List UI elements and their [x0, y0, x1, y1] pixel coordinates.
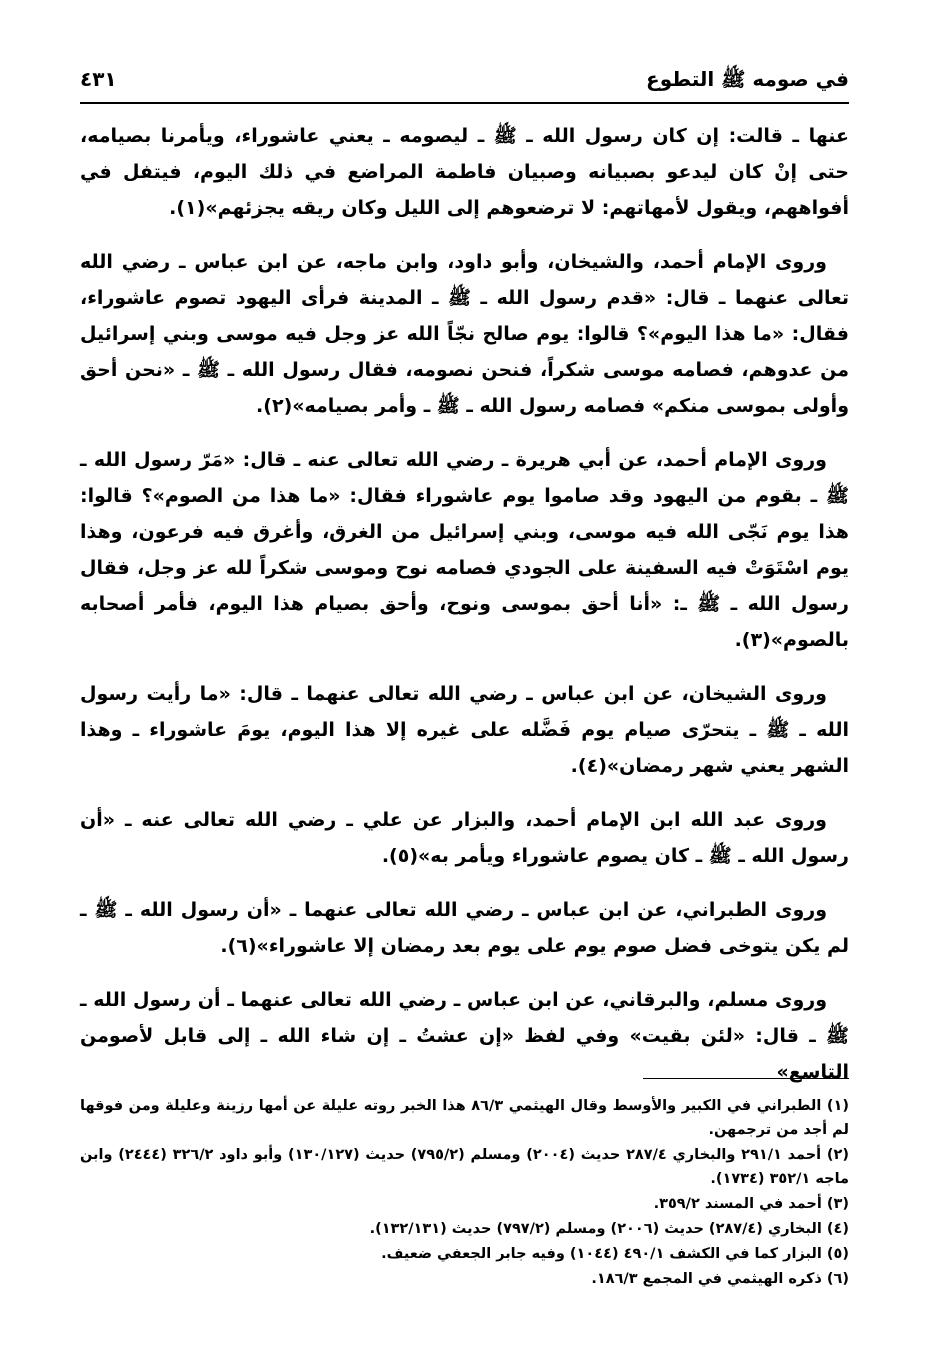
- paragraph: وروى الشيخان، عن ابن عباس ـ رضي الله تعالى عنهما ـ قال: «ما رأيت رسول الله ـ ﷺ ـ يتحرّى صيام يوم فَضَّله على غيره إلا هذا اليوم، يومَ عاشوراء ـ وهذا الشهر يعني شهر رمضان»(٤).: [80, 683, 849, 777]
- running-title: في صومه ﷺ التطوع: [646, 67, 849, 91]
- footnote: (١) الطبراني في الكبير والأوسط وقال الهيثمي ٨٦/٣ هذا الخبر روته عليلة عن أمها رزينة وعليلة ومن فوقها لم أجد من ترجمهن.: [80, 1098, 849, 1138]
- paragraph: وروى الإمام أحمد، والشيخان، وأبو داود، وابن ماجه، عن ابن عباس ـ رضي الله تعالى عنهما ـ قال: «قدم رسول الله ـ ﷺ ـ المدينة فرأى اليهود تصوم عاشوراء، فقال: «ما هذا اليوم»؟ قالوا: يوم صالح نجّاً الله عز وجل فيه موسى وبني إسرائيل من عدوهم، فصامه موسى شكراً، فنحن نصومه، فقال رسول الله ـ ﷺ ـ «نحن أحق وأولى بموسى منكم» فصامه رسول الله ـ ﷺ ـ وأمر بصيامه»(٢).: [80, 251, 849, 417]
- paragraph: عنها ـ قالت: إن كان رسول الله ـ ﷺ ـ ليصومه ـ يعني عاشوراء، ويأمرنا بصيامه، حتى إنْ كان ليدعو بصبيانه وصبيان فاطمة المراضع في ذلك اليوم، فيتفل في أفواههم، ويقول لأمهاتهم: لا ترضعوهم إلى الليل وكان ريقه يجزئهم»(١).: [80, 125, 849, 219]
- page-number: ٤٣١: [80, 67, 117, 91]
- footnote: (٦) ذكره الهيثمي في المجمع ١٨٦/٣.: [591, 1271, 849, 1287]
- paragraph: وروى الطبراني، عن ابن عباس ـ رضي الله تعالى عنهما ـ «أن رسول الله ـ ﷺ ـ لم يكن يتوخى فضل صوم يوم على يوم بعد رمضان إلا عاشوراء»(٦).: [80, 899, 849, 957]
- main-text: [80, 118, 849, 1083]
- footnote: (٢) أحمد ٢٩١/١ والبخاري ٢٨٧/٤ حديث (٢٠٠٤) ومسلم (٧٩٥/٢) حديث (١٣٠/١٢٧) وأبو داود ٣٢٦/٢ (٢٤٤٤) وابن ماجه ٣٥٢/١ (١٧٣٤).: [80, 1147, 850, 1187]
- paragraph: وروى الإمام أحمد، عن أبي هريرة ـ رضي الله تعالى عنه ـ قال: «مَرّ رسول الله ـ ﷺ ـ بقوم من اليهود وقد صاموا يوم عاشوراء فقال: «ما هذا من الصوم»؟ قالوا: هذا يوم نَجّى الله فيه موسى، وبني إسرائيل من الغرق، وأغرق فيه فرعون، وهذا يوم اسْتَوَتْ فيه السفينة على الجودي فصامه نوح وموسى شكراً لله عز وجل، فقال رسول الله ـ ﷺ ـ: «أنا أحق بموسى ونوح، وأحق بصيام هذا اليوم، فأمر أصحابه بالصوم»(٣).: [80, 449, 849, 651]
- footnote: (٣) أحمد في المسند ٣٥٩/٢.: [653, 1196, 849, 1212]
- paragraph: وروى مسلم، والبرقاني، عن ابن عباس ـ رضي الله تعالى عنهما ـ أن رسول الله ـ ﷺ ـ قال: «لئن بقيت» وفي لفظ «إن عشتُ ـ إن شاء الله ـ إلى قابل لأصومن التاسع»: [80, 989, 849, 1083]
- footnote: (٤) البخاري (٢٨٧/٤) حديث (٢٠٠٦) ومسلم (٧٩٧/٢) حديث (١٣٢/١٣١).: [369, 1221, 849, 1237]
- page-header: [80, 60, 849, 104]
- footnotes: [80, 1094, 849, 1334]
- footnote-separator: [643, 1078, 849, 1079]
- paragraph: وروى عبد الله ابن الإمام أحمد، والبزار عن علي ـ رضي الله تعالى عنه ـ «أن رسول الله ـ ﷺ ـ كان يصوم عاشوراء ويأمر به»(٥).: [80, 809, 849, 867]
- footnote: (٥) البزار كما في الكشف ٤٩٠/١ (١٠٤٤) وفيه جابر الجعفي ضعيف.: [381, 1246, 849, 1262]
